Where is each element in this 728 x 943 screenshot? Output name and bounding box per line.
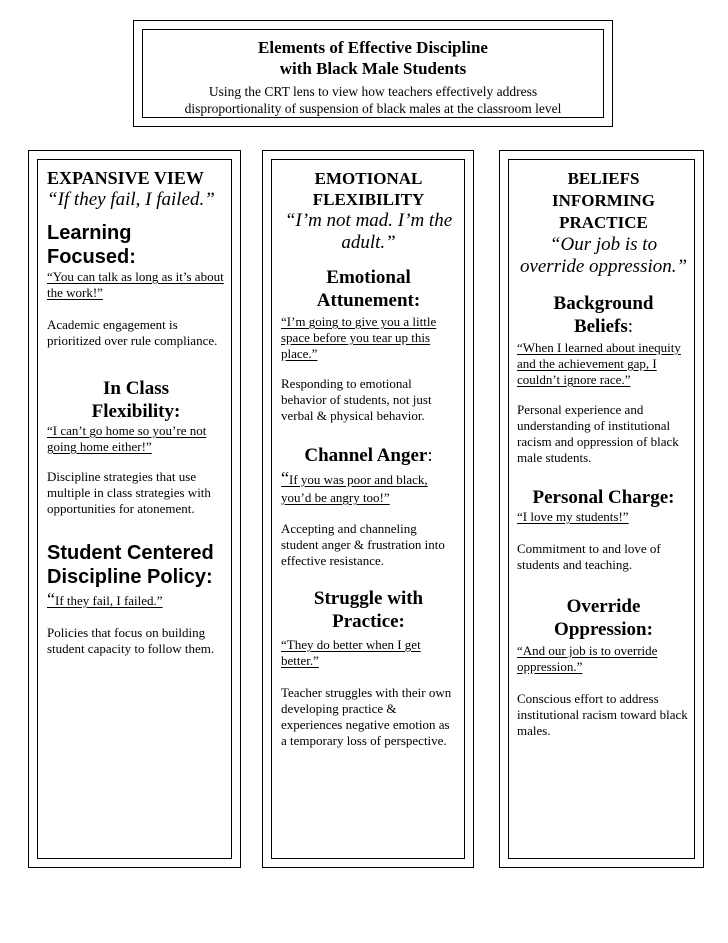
quote-mark: “ bbox=[281, 468, 289, 488]
section-body: Conscious effort to address institutional racism toward black males. bbox=[517, 691, 688, 738]
column-emotional-flexibility bbox=[262, 150, 474, 868]
section-quote: “When I learned about inequity and the achievement gap, I couldn’t ignore race.” bbox=[517, 340, 681, 387]
document-subtitle bbox=[143, 83, 603, 117]
section-body: Responding to emotional behavior of students, not just verbal & physical behavior. bbox=[281, 376, 432, 423]
section-title-background-beliefs bbox=[517, 292, 690, 338]
column-header bbox=[517, 168, 690, 234]
section-title-channel-anger bbox=[281, 444, 456, 467]
section-quote: “You can talk as long as it’s about the work!” bbox=[47, 269, 224, 300]
section-title-line: Practice: bbox=[332, 611, 405, 632]
section-quote: “I’m going to give you a little space before you tear up this place.” bbox=[281, 314, 437, 361]
title-inner-box bbox=[142, 29, 604, 118]
section-title-line: Oppression: bbox=[554, 619, 653, 640]
column-inner-box bbox=[508, 159, 695, 859]
section-quote: “I can’t go home so you’re not going home either!” bbox=[47, 423, 207, 454]
section-body: Policies that focus on building student capacity to follow them. bbox=[47, 625, 215, 656]
column-beliefs-informing-practice bbox=[499, 150, 704, 868]
section-quote: “I love my students!” bbox=[517, 509, 629, 524]
section-body: Personal experience and understanding of institutional racism and oppression of black male students. bbox=[517, 402, 679, 465]
quote-mark: “ bbox=[47, 589, 55, 609]
column-header: EXPANSIVE VIEW bbox=[47, 168, 204, 188]
section-body: Accepting and channeling student anger & frustration into effective resistance. bbox=[281, 521, 445, 568]
title-line-2: with Black Male Students bbox=[279, 59, 467, 78]
section-title-emotional-attunement bbox=[281, 266, 456, 312]
section-title-text: Channel Anger bbox=[304, 445, 428, 466]
section-quote bbox=[47, 591, 225, 609]
section-title-colon: : bbox=[627, 316, 634, 337]
subtitle-line-2: disproportionality of suspension of black males at the classroom level bbox=[184, 101, 562, 116]
section-title-line: Override bbox=[566, 596, 641, 617]
column-header-quote: “I’m not mad. I’m the adult.” bbox=[284, 210, 453, 253]
column-header bbox=[281, 168, 456, 210]
quote-text: If they fail, I failed.” bbox=[55, 593, 163, 608]
section-title-line: Flexibility: bbox=[91, 401, 181, 422]
section-quote bbox=[281, 469, 456, 507]
section-title-personal-charge: Personal Charge: bbox=[532, 487, 675, 508]
header-line: FLEXIBILITY bbox=[312, 190, 425, 209]
title-box bbox=[133, 20, 613, 127]
section-title-line: Attunement: bbox=[316, 290, 421, 311]
column-inner-box bbox=[37, 159, 232, 859]
title-line-1: Elements of Effective Discipline bbox=[258, 38, 488, 57]
section-title-line: Struggle with bbox=[313, 588, 424, 609]
document-title bbox=[143, 37, 603, 79]
section-title-override-oppression bbox=[517, 595, 690, 641]
quote-text: If you was poor and black, you’d be angry too!” bbox=[281, 472, 428, 505]
section-title-colon: : bbox=[427, 445, 433, 466]
column-expansive-view bbox=[28, 150, 241, 868]
column-content bbox=[281, 168, 456, 749]
section-title-text: Beliefs bbox=[573, 316, 628, 337]
section-title-line: In Class bbox=[103, 378, 169, 399]
header-line: PRACTICE bbox=[559, 213, 648, 232]
column-content bbox=[517, 168, 690, 739]
header-line: EMOTIONAL bbox=[314, 169, 423, 188]
section-title-learning-focused: Learning Focused: bbox=[47, 222, 136, 268]
section-quote: “And our job is to override oppression.” bbox=[517, 643, 658, 674]
section-title-struggle-with-practice bbox=[281, 587, 456, 633]
section-body: Academic engagement is prioritized over rule compliance. bbox=[47, 317, 218, 348]
section-title-line: Emotional bbox=[326, 267, 411, 288]
section-title-line: Background bbox=[553, 293, 654, 314]
section-title-in-class-flexibility bbox=[47, 377, 225, 423]
section-body: Discipline strategies that use multiple in class strategies with opportunities for atonement. bbox=[47, 469, 211, 516]
section-body: Commitment to and love of students and teaching. bbox=[517, 541, 661, 572]
section-quote: “They do better when I get better.” bbox=[281, 637, 421, 668]
column-content bbox=[47, 168, 225, 657]
section-body: Teacher struggles with their own developing practice & experiences negative emotion as a temporary loss of perspective. bbox=[281, 685, 452, 748]
header-line: INFORMING bbox=[552, 191, 655, 210]
column-header-quote: “Our job is to override oppression.” bbox=[519, 234, 688, 277]
header-line: BELIEFS bbox=[567, 169, 640, 188]
subtitle-line-1: Using the CRT lens to view how teachers effectively address bbox=[208, 84, 538, 99]
section-title-line-2 bbox=[517, 315, 690, 338]
section-title-student-centered: Student Centered Discipline Policy: bbox=[47, 542, 214, 588]
column-inner-box bbox=[271, 159, 465, 859]
column-header-quote: “If they fail, I failed.” bbox=[47, 189, 215, 210]
